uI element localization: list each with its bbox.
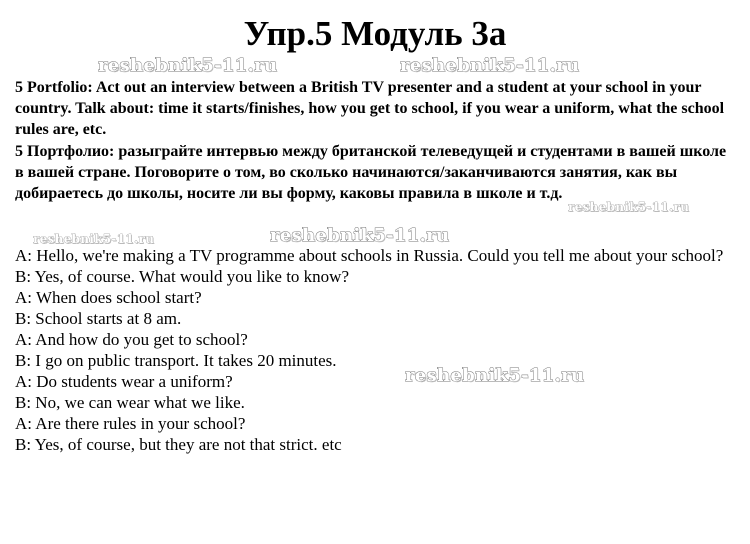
watermark: reshebnik5-11.ru (270, 225, 450, 246)
dialogue-line: A: Do students wear a uniform? (15, 372, 233, 391)
dialogue-line: B: No, we can wear what we like. (15, 393, 245, 412)
watermark: reshebnik5-11.ru (98, 55, 278, 76)
dialogue-line: A: Hello, we're making a TV programme about schools in Russia. Could you tell me about your school? (15, 246, 724, 265)
dialogue-line: B: Yes, of course, but they are not that strict. etc (15, 435, 342, 454)
dialogue-line: A: And how do you get to school? (15, 330, 248, 349)
dialogue (15, 245, 730, 455)
page-title: Упр.5 Модуль 3а (243, 14, 507, 53)
watermark: reshebnik5-11.ru (405, 365, 585, 386)
watermark: reshebnik5-11.ru (400, 55, 580, 76)
dialogue-line: B: Yes, of course. What would you like to know? (15, 267, 349, 286)
dialogue-line: A: Are there rules in your school? (15, 414, 246, 433)
watermark: reshebnik5-11.ru (33, 232, 155, 246)
watermark: reshebnik5-11.ru (568, 200, 690, 214)
dialogue-line: B: School starts at 8 am. (15, 309, 182, 328)
task-instruction-english: 5 Portfolio: Act out an interview between a British TV presenter and a student at your school in your country. Talk about: time it starts/finishes, how you get to school, if you wear a uniform, what the school rules are, etc. (15, 79, 725, 138)
dialogue-line: B: I go on public transport. It takes 20 minutes. (15, 351, 337, 370)
dialogue-line: A: When does school start? (15, 288, 202, 307)
task-instruction-russian: 5 Портфолио: разыграйте интервью между британской телеведущей и студентами в вашей школе в вашей стране. Поговорите о том, во сколько начинаются/заканчиваются занятия, как вы добираетесь до школы, носите ли вы форму, каковы правила в школе и т.д. (15, 143, 727, 202)
